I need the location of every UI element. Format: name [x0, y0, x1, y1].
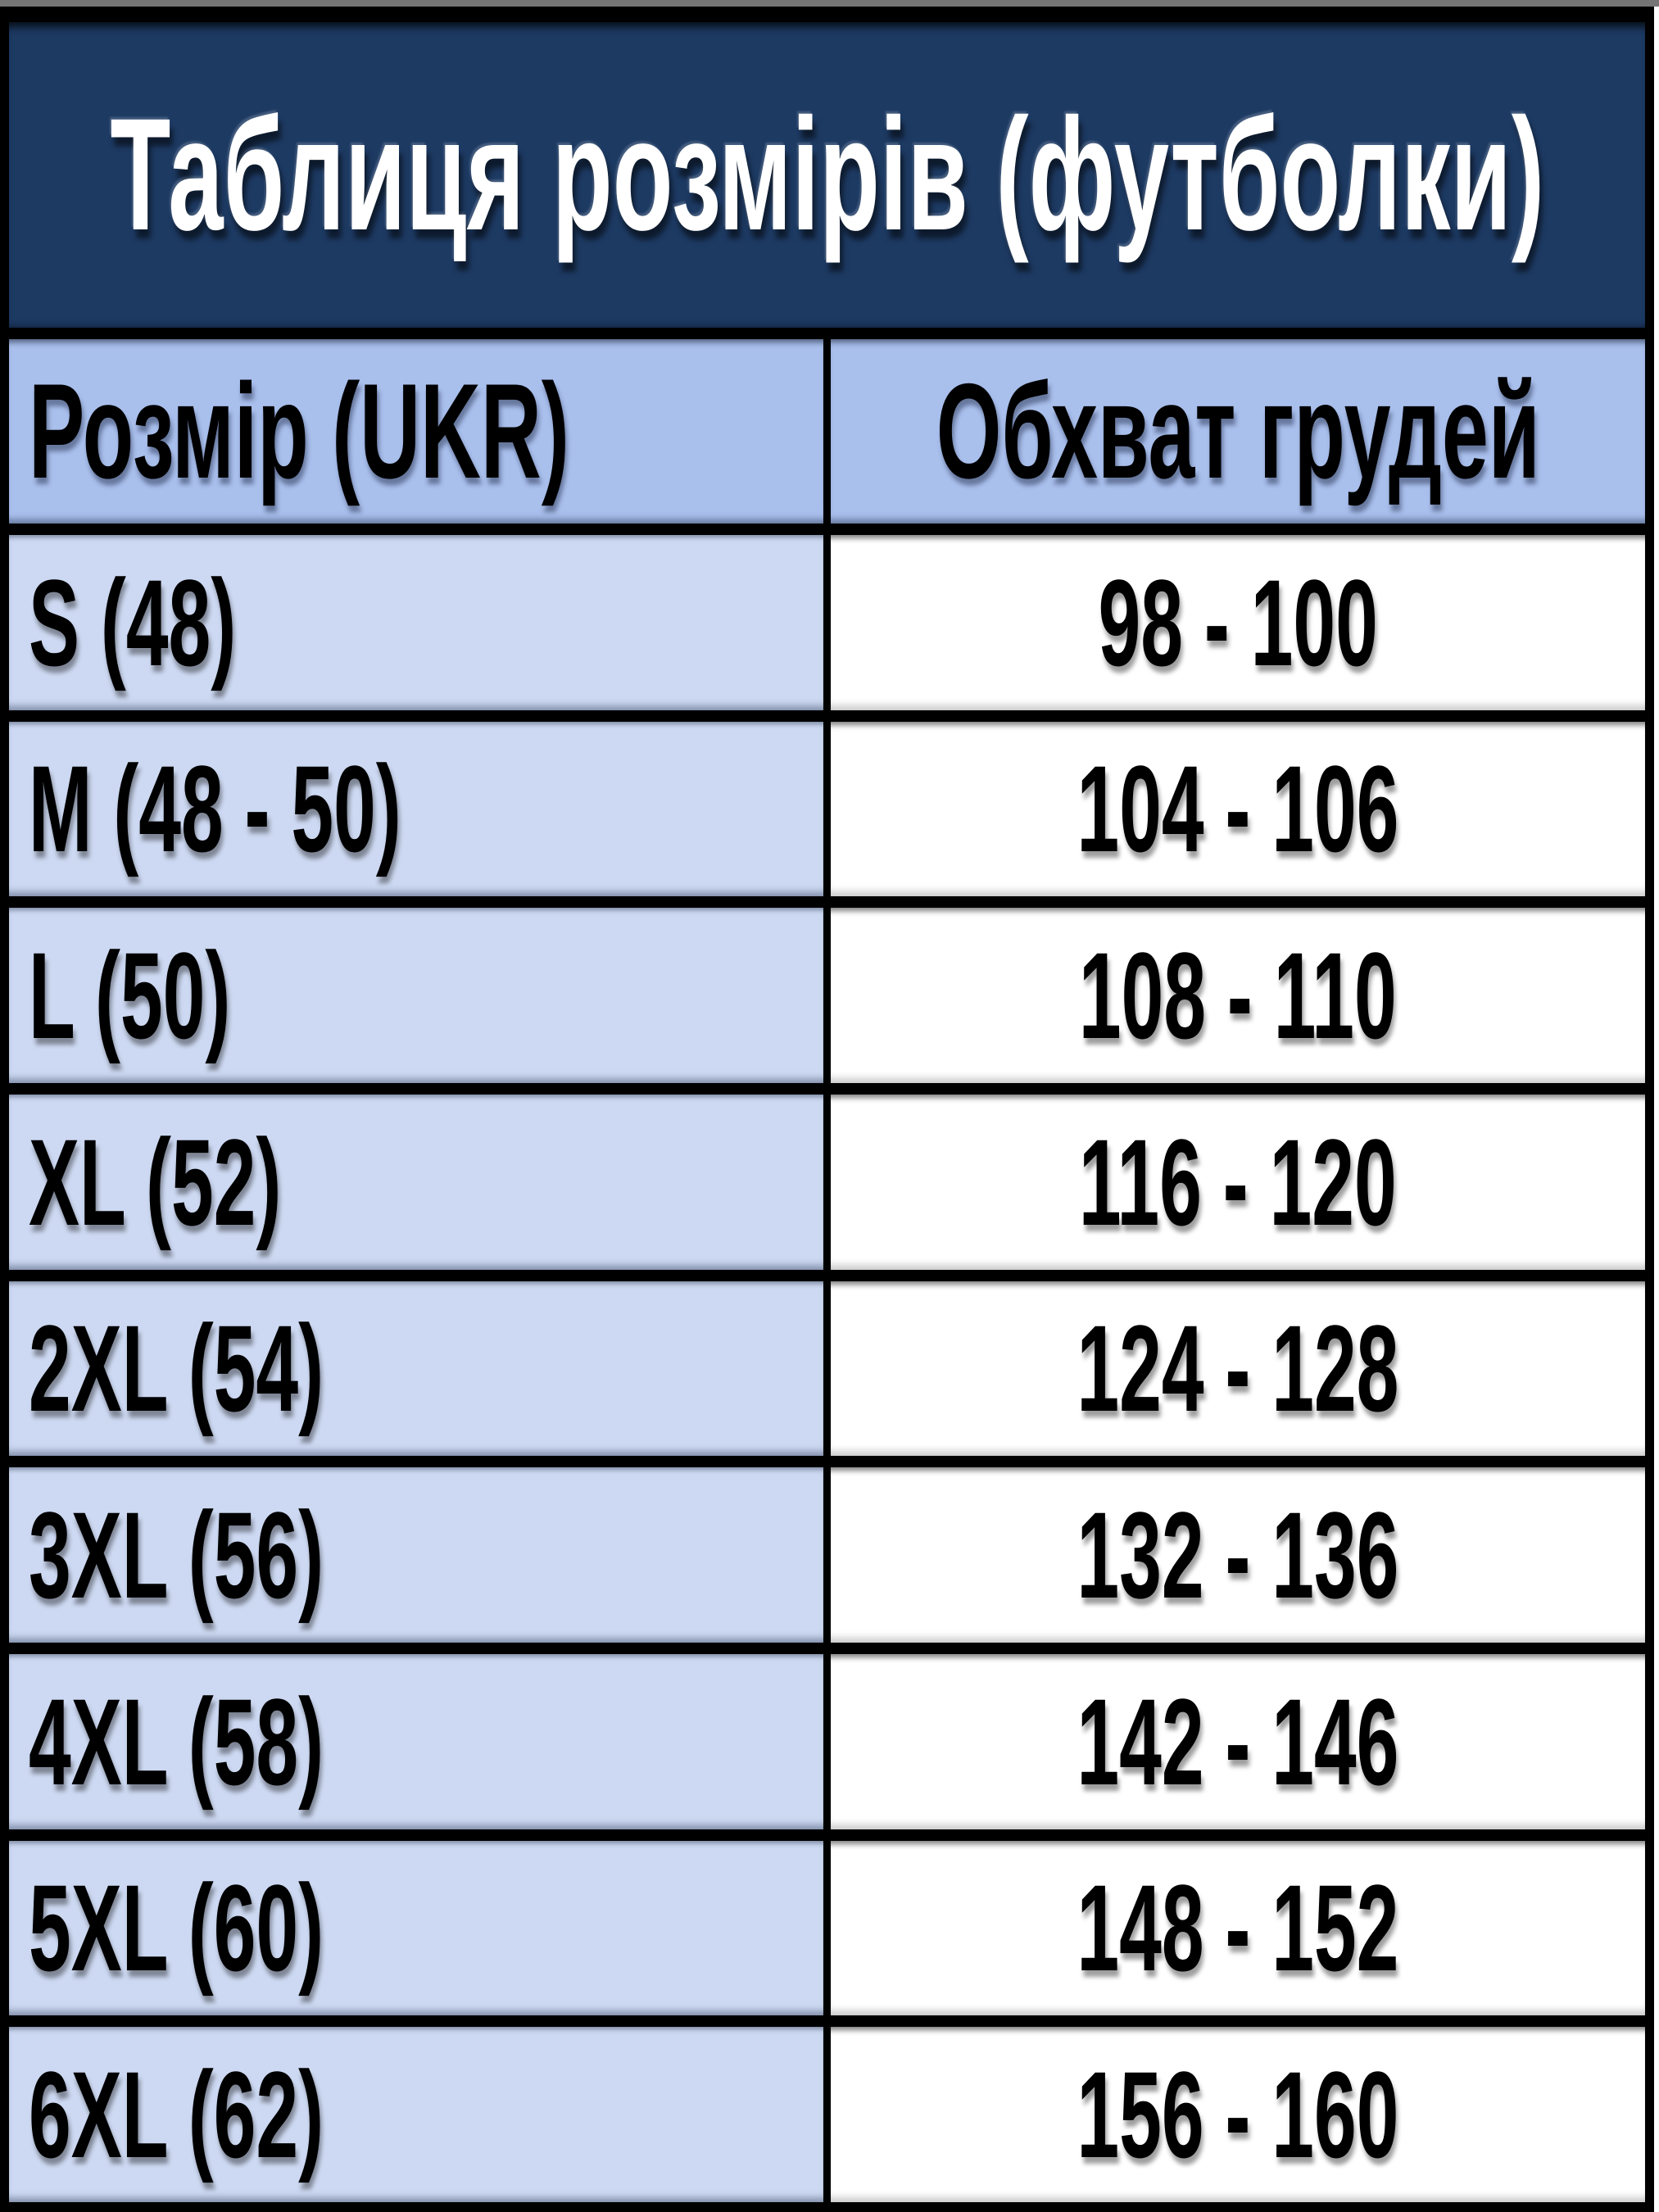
chest-range: 132 - 136: [1077, 1486, 1399, 1625]
size-label: 6XL (62): [29, 2046, 324, 2184]
chest-range: 116 - 120: [1079, 1113, 1397, 1251]
top-edge-strip: [0, 0, 1659, 7]
column-header-size: [9, 339, 823, 524]
chest-range: 148 - 152: [1077, 1859, 1399, 1997]
chest-range: 124 - 128: [1077, 1299, 1399, 1438]
chest-range: 104 - 106: [1077, 740, 1399, 878]
table-row-chest-cell: [831, 722, 1645, 897]
size-label: 5XL (60): [29, 1859, 324, 1997]
column-header-size-label: Розмір (UKR): [29, 356, 569, 506]
size-label: M (48 - 50): [29, 740, 401, 878]
chest-range: 156 - 160: [1077, 2046, 1399, 2184]
table-row-chest-cell: [831, 1841, 1645, 2016]
table-row-chest-cell: [831, 535, 1645, 710]
table-row-chest-cell: [831, 1281, 1645, 1457]
table-row-size-cell: [9, 722, 823, 897]
size-table: [0, 7, 1654, 2212]
table-row-chest-cell: [831, 908, 1645, 1083]
size-label: S (48): [29, 553, 237, 691]
chest-range: 142 - 146: [1077, 1672, 1399, 1811]
table-row-size-cell: [9, 2027, 823, 2202]
table-row-size-cell: [9, 1095, 823, 1270]
table-row-chest-cell: [831, 1654, 1645, 1829]
size-label: L (50): [29, 927, 231, 1065]
column-header-chest: [831, 339, 1645, 524]
size-label: 2XL (54): [29, 1299, 324, 1438]
table-title-banner: [9, 22, 1645, 328]
table-row-size-cell: [9, 908, 823, 1083]
table-row-chest-cell: [831, 2027, 1645, 2202]
size-label: XL (52): [29, 1113, 282, 1251]
chest-range: 98 - 100: [1098, 553, 1378, 691]
size-label: 4XL (58): [29, 1672, 324, 1811]
column-header-chest-label: Обхват грудей: [936, 356, 1540, 506]
size-label: 3XL (56): [29, 1486, 324, 1625]
table-row-chest-cell: [831, 1095, 1645, 1270]
table-row-size-cell: [9, 1281, 823, 1457]
table-row-size-cell: [9, 535, 823, 710]
table-row-chest-cell: [831, 1467, 1645, 1643]
table-row-size-cell: [9, 1467, 823, 1643]
table-row-size-cell: [9, 1841, 823, 2016]
table-row-size-cell: [9, 1654, 823, 1829]
chest-range: 108 - 110: [1079, 927, 1397, 1065]
table-title: Таблиця розмірів (футболки): [110, 85, 1544, 264]
